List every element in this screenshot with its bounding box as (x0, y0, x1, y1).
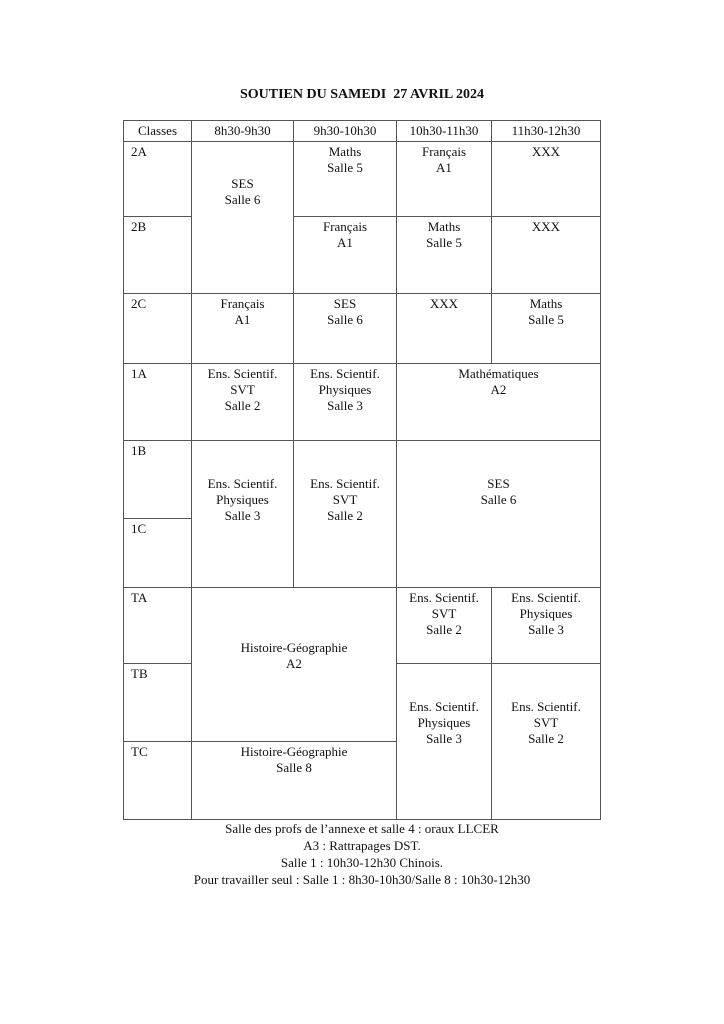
header-label: 8h30-9h30 (214, 123, 271, 138)
cell-text: Ens. Scientif. Physiques Salle 3 (310, 366, 380, 413)
cell-text: XXX (531, 144, 561, 159)
schedule-cell (293, 141, 397, 217)
class-name: TC (131, 744, 148, 759)
schedule-cell (293, 363, 397, 441)
cell-text: XXX (429, 296, 459, 311)
class-label-tc (123, 741, 192, 820)
cell-text: Mathématiques A2 (458, 366, 539, 397)
cell-text: Maths Salle 5 (528, 296, 564, 327)
schedule-cell (491, 141, 601, 217)
cell-text: Ens. Scientif. SVT Salle 2 (207, 366, 278, 413)
header-label: 9h30-10h30 (313, 123, 377, 138)
footer-line: A3 : Rattrapages DST. (303, 838, 421, 853)
class-name: 2A (131, 144, 147, 159)
class-name: TB (131, 666, 148, 681)
class-name: 2B (131, 219, 147, 234)
class-label-2b (123, 216, 192, 294)
class-label-2a (123, 141, 192, 217)
cell-text: Histoire-Géographie Salle 8 (240, 744, 348, 775)
class-name: 2C (131, 296, 147, 311)
header-slot-3 (396, 120, 492, 142)
class-name: 1A (131, 366, 147, 381)
header-slot-4 (491, 120, 601, 142)
schedule-cell (396, 440, 601, 588)
page-title: SOUTIEN DU SAMEDI 27 AVRIL 2024 (239, 87, 484, 102)
cell-text: Ens. Scientif. Physiques Salle 3 (409, 699, 479, 746)
schedule-cell (396, 293, 492, 364)
cell-text: Histoire-Géographie A2 (240, 640, 348, 671)
schedule-cell (191, 587, 397, 742)
header-slot-2 (293, 120, 397, 142)
footer-line: Salle 1 : 10h30-12h30 Chinois. (280, 855, 444, 870)
schedule-cell (293, 216, 397, 294)
cell-text: Maths Salle 5 (327, 144, 363, 175)
class-name: 1B (131, 443, 147, 458)
cell-text: Français A1 (220, 296, 265, 327)
cell-text: SES Salle 6 (224, 176, 261, 207)
schedule-cell (293, 293, 397, 364)
schedule-cell (396, 141, 492, 217)
schedule-cell (191, 363, 294, 441)
schedule-cell (293, 440, 397, 588)
schedule-cell (396, 363, 601, 441)
cell-text: Ens. Scientif. Physiques Salle 3 (207, 476, 278, 523)
schedule-cell (191, 440, 294, 588)
schedule-cell (491, 216, 601, 294)
header-classes (123, 120, 192, 142)
schedule-cell (191, 741, 397, 820)
schedule-cell (396, 216, 492, 294)
class-label-1b (123, 440, 192, 519)
cell-text: Maths Salle 5 (426, 219, 462, 250)
header-label: 11h30-12h30 (511, 123, 581, 138)
schedule-cell (396, 663, 492, 820)
class-label-tb (123, 663, 192, 742)
cell-text: XXX (531, 219, 561, 234)
class-label-1a (123, 363, 192, 441)
cell-text: SES Salle 6 (480, 476, 517, 507)
schedule-cell (491, 663, 601, 820)
cell-text: SES Salle 6 (327, 296, 363, 327)
header-slot-1 (191, 120, 294, 142)
schedule-cell (396, 587, 492, 664)
header-label: Classes (138, 123, 177, 138)
schedule-cell (491, 293, 601, 364)
footer-line: Salle des profs de l’annexe et salle 4 : oraux LLCER (225, 821, 499, 836)
schedule-cell (191, 293, 294, 364)
class-label-2c (123, 293, 192, 364)
cell-text: Français A1 (421, 144, 467, 175)
class-name: 1C (131, 521, 147, 536)
schedule-cell (491, 587, 601, 664)
footer-notes (0, 820, 724, 888)
cell-text: Français A1 (322, 219, 368, 250)
header-label: 10h30-11h30 (409, 123, 479, 138)
cell-text: Ens. Scientif. Physiques Salle 3 (511, 590, 581, 637)
class-label-1c (123, 518, 192, 588)
cell-text: Ens. Scientif. SVT Salle 2 (511, 699, 581, 746)
cell-text: Ens. Scientif. SVT Salle 2 (310, 476, 380, 523)
class-name: TA (131, 590, 148, 605)
schedule-cell (191, 141, 294, 294)
footer-line: Pour travailler seul : Salle 1 : 8h30-10h30/Salle 8 : 10h30-12h30 (193, 872, 531, 887)
cell-text: Ens. Scientif. SVT Salle 2 (409, 590, 479, 637)
class-label-ta (123, 587, 192, 664)
